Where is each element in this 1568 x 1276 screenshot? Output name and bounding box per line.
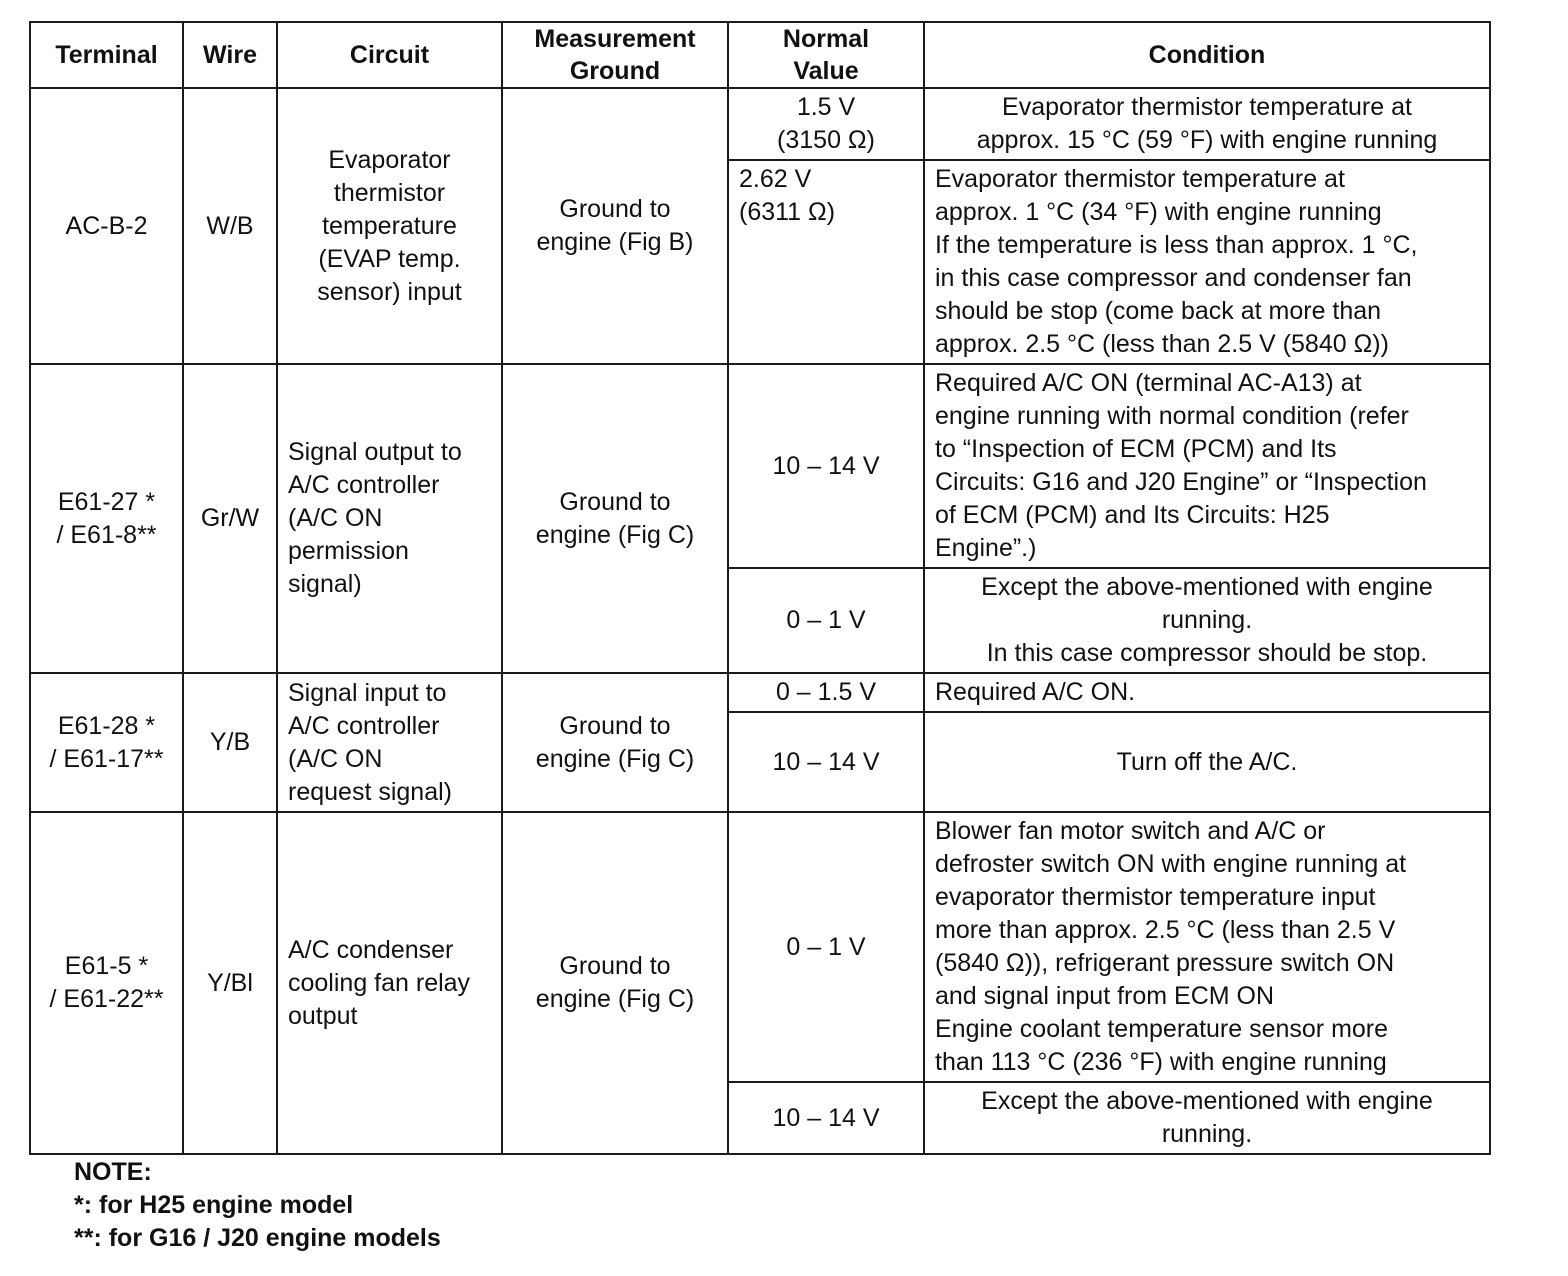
header-wire: Wire — [183, 22, 277, 88]
header-terminal: Terminal — [30, 22, 183, 88]
cell-normal-value: 0 – 1 V — [728, 568, 924, 673]
cell-wire: Gr/W — [183, 364, 277, 673]
cell-ground: Ground to engine (Fig C) — [502, 673, 728, 812]
cell-normal-value: 0 – 1.5 V — [728, 673, 924, 712]
cell-circuit: Evaporator thermistor temperature (EVAP temp. sensor) input — [277, 88, 502, 364]
table-row — [30, 812, 1490, 1082]
cell-wire: W/B — [183, 88, 277, 364]
cell-terminal: AC-B-2 — [30, 88, 183, 364]
cell-circuit: Signal input to A/C controller (A/C ON request signal) — [277, 673, 502, 812]
cell-condition: Required A/C ON (terminal AC-A13) at engine running with normal condition (refer to “Inspection of ECM (PCM) and Its Circuits: G16 and J20 Engine” or “Inspection of ECM (PCM) and Its Circuits: H25 Engine”.) — [924, 364, 1490, 568]
cell-wire: Y/Bl — [183, 812, 277, 1154]
cell-terminal: E61-28 * / E61-17** — [30, 673, 183, 812]
cell-condition: Blower fan motor switch and A/C or defroster switch ON with engine running at evaporator thermistor temperature input more than approx. 2.5 °C (less than 2.5 V (5840 Ω)), refrigerant pressure switch ON and signal input from ECM ON Engine coolant temperature sensor more than 113 °C (236 °F) with engine running — [924, 812, 1490, 1082]
cell-terminal: E61-27 * / E61-8** — [30, 364, 183, 673]
cell-condition: Required A/C ON. — [924, 673, 1490, 712]
cell-condition: Except the above-mentioned with engine running. — [924, 1082, 1490, 1154]
header-circuit: Circuit — [277, 22, 502, 88]
cell-ground: Ground to engine (Fig B) — [502, 88, 728, 364]
note-title: NOTE: — [74, 1158, 152, 1186]
cell-terminal: E61-5 * / E61-22** — [30, 812, 183, 1154]
cell-circuit: Signal output to A/C controller (A/C ON permission signal) — [277, 364, 502, 673]
cell-normal-value: 2.62 V (6311 Ω) — [728, 160, 924, 364]
table-row — [30, 673, 1490, 712]
footnote — [74, 1156, 441, 1255]
cell-normal-value: 10 – 14 V — [728, 1082, 924, 1154]
table-row — [30, 88, 1490, 160]
note-line-g16-j20: **: for G16 / J20 engine models — [74, 1224, 441, 1252]
cell-condition: Evaporator thermistor temperature at approx. 1 °C (34 °F) with engine running If the temperature is less than approx. 1 °C, in this case compressor and condenser fan should be stop (come back at more than approx. 2.5 °C (less than 2.5 V (5840 Ω)) — [924, 160, 1490, 364]
cell-wire: Y/B — [183, 673, 277, 812]
cell-normal-value: 10 – 14 V — [728, 712, 924, 812]
cell-normal-value: 0 – 1 V — [728, 812, 924, 1082]
header-normal-value: Normal Value — [728, 22, 924, 88]
note-line-h25: *: for H25 engine model — [74, 1191, 354, 1219]
cell-ground: Ground to engine (Fig C) — [502, 364, 728, 673]
cell-ground: Ground to engine (Fig C) — [502, 812, 728, 1154]
cell-normal-value: 1.5 V (3150 Ω) — [728, 88, 924, 160]
cell-condition: Turn off the A/C. — [924, 712, 1490, 812]
table-row — [30, 364, 1490, 568]
cell-condition: Evaporator thermistor temperature at approx. 15 °C (59 °F) with engine running — [924, 88, 1490, 160]
header-row — [30, 22, 1490, 88]
cell-normal-value: 10 – 14 V — [728, 364, 924, 568]
terminal-spec-table — [29, 21, 1491, 1155]
header-condition: Condition — [924, 22, 1490, 88]
cell-circuit: A/C condenser cooling fan relay output — [277, 812, 502, 1154]
cell-condition: Except the above-mentioned with engine running. In this case compressor should be stop. — [924, 568, 1490, 673]
header-measurement-ground: Measurement Ground — [502, 22, 728, 88]
